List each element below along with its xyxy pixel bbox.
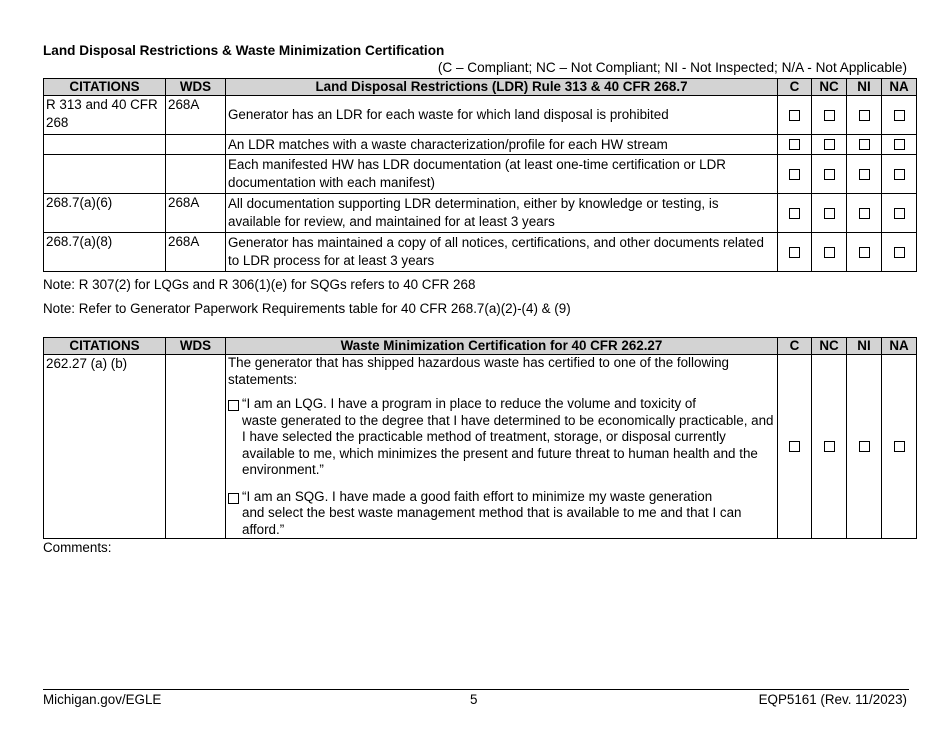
- requirement-cell: An LDR matches with a waste characterization/profile for each HW stream: [226, 135, 778, 155]
- requirement-cell: [226, 355, 778, 539]
- sqg-statement-checkbox[interactable]: [228, 493, 239, 504]
- lqg-statement: [228, 396, 775, 479]
- status-legend: (C – Compliant; NC – Not Compliant; NI - Not Inspected; N/A - Not Applicable): [437, 60, 907, 75]
- table-row: [44, 355, 917, 539]
- compliant-checkbox[interactable]: [789, 110, 800, 121]
- sqg-statement: [228, 489, 775, 539]
- compliant-checkbox[interactable]: [789, 169, 800, 180]
- lqg-statement-checkbox[interactable]: [228, 400, 239, 411]
- citation-cell: 262.27 (a) (b): [44, 355, 166, 539]
- compliant-checkbox[interactable]: [789, 441, 800, 452]
- table-row: [44, 155, 917, 194]
- note-ldr-rules: Note: R 307(2) for LQGs and R 306(1)(e) for SQGs refers to 40 CFR 268: [43, 277, 476, 292]
- footer-divider: [43, 689, 909, 690]
- not-applicable-checkbox[interactable]: [894, 441, 905, 452]
- wds-cell: 268A: [166, 194, 226, 233]
- sqg-statement-first-line: “I am an SQG. I have made a good faith effort to minimize my waste generation: [242, 488, 713, 504]
- not-inspected-checkbox[interactable]: [859, 139, 870, 150]
- ldr-header-row: [44, 79, 917, 96]
- lqg-statement-rest: waste generated to the degree that I have determined to be economically practicable, and I have selected the practicable method of treatment, storage, or disposal currently available to me, which minimizes the present and future threat to human health and the environment.”: [242, 412, 774, 477]
- not-compliant-checkbox[interactable]: [824, 110, 835, 121]
- certification-intro: The generator that has shipped hazardous waste has certified to one of the following statements:: [228, 355, 729, 387]
- not-applicable-checkbox[interactable]: [894, 247, 905, 258]
- not-applicable-checkbox[interactable]: [894, 169, 905, 180]
- not-inspected-checkbox[interactable]: [859, 247, 870, 258]
- col-requirement: Waste Minimization Certification for 40 CFR 262.27: [226, 338, 778, 355]
- requirement-cell: Each manifested HW has LDR documentation (at least one-time certification or LDR documentation with each manifest): [226, 155, 778, 194]
- requirement-cell: Generator has maintained a copy of all notices, certifications, and other documents related to LDR process for at least 3 years: [226, 233, 778, 272]
- not-compliant-checkbox[interactable]: [824, 441, 835, 452]
- wds-cell: [166, 135, 226, 155]
- citation-cell: [44, 135, 166, 155]
- table-row: [44, 96, 917, 135]
- col-c: C: [778, 79, 812, 96]
- col-citations: CITATIONS: [44, 79, 166, 96]
- not-inspected-checkbox[interactable]: [859, 441, 870, 452]
- col-ni: NI: [847, 338, 882, 355]
- citation-cell: R 313 and 40 CFR 268: [44, 96, 166, 135]
- not-applicable-checkbox[interactable]: [894, 139, 905, 150]
- form-number: EQP5161 (Rev. 11/2023): [758, 692, 907, 707]
- col-na: NA: [882, 79, 917, 96]
- compliant-checkbox[interactable]: [789, 208, 800, 219]
- waste-min-header-row: [44, 338, 917, 355]
- table-row: [44, 194, 917, 233]
- citation-cell: 268.7(a)(6): [44, 194, 166, 233]
- table-row: [44, 233, 917, 272]
- col-nc: NC: [812, 79, 847, 96]
- comments-label: Comments:: [43, 540, 112, 555]
- not-applicable-checkbox[interactable]: [894, 110, 905, 121]
- citation-cell: [44, 155, 166, 194]
- wds-cell: [166, 355, 226, 539]
- not-inspected-checkbox[interactable]: [859, 110, 870, 121]
- not-compliant-checkbox[interactable]: [824, 139, 835, 150]
- col-citations: CITATIONS: [44, 338, 166, 355]
- col-nc: NC: [812, 338, 847, 355]
- ldr-table: [43, 78, 917, 272]
- not-inspected-checkbox[interactable]: [859, 169, 870, 180]
- not-compliant-checkbox[interactable]: [824, 247, 835, 258]
- waste-min-table: [43, 337, 917, 539]
- requirement-cell: All documentation supporting LDR determination, either by knowledge or testing, is available for review, and maintained for at least 3 years: [226, 194, 778, 233]
- col-ni: NI: [847, 79, 882, 96]
- lqg-statement-first-line: “I am an LQG. I have a program in place to reduce the volume and toxicity of: [242, 396, 697, 411]
- wds-cell: 268A: [166, 233, 226, 272]
- compliant-checkbox[interactable]: [789, 139, 800, 150]
- page-number: 5: [470, 692, 478, 707]
- footer-website: Michigan.gov/EGLE: [43, 692, 162, 707]
- not-compliant-checkbox[interactable]: [824, 169, 835, 180]
- not-compliant-checkbox[interactable]: [824, 208, 835, 219]
- col-wds: WDS: [166, 338, 226, 355]
- note-paperwork: Note: Refer to Generator Paperwork Requirements table for 40 CFR 268.7(a)(2)-(4) & (9): [43, 301, 571, 316]
- col-c: C: [778, 338, 812, 355]
- wds-cell: [166, 155, 226, 194]
- requirement-cell: Generator has an LDR for each waste for which land disposal is prohibited: [226, 96, 778, 135]
- col-na: NA: [882, 338, 917, 355]
- col-requirement: Land Disposal Restrictions (LDR) Rule 313 & 40 CFR 268.7: [226, 79, 778, 96]
- wds-cell: 268A: [166, 96, 226, 135]
- col-wds: WDS: [166, 79, 226, 96]
- citation-cell: 268.7(a)(8): [44, 233, 166, 272]
- not-applicable-checkbox[interactable]: [894, 208, 905, 219]
- sqg-statement-rest: and select the best waste management method that is available to me and that I can afford.”: [242, 505, 742, 537]
- not-inspected-checkbox[interactable]: [859, 208, 870, 219]
- section-title: Land Disposal Restrictions & Waste Minimization Certification: [43, 43, 445, 58]
- table-row: [44, 135, 917, 155]
- compliant-checkbox[interactable]: [789, 247, 800, 258]
